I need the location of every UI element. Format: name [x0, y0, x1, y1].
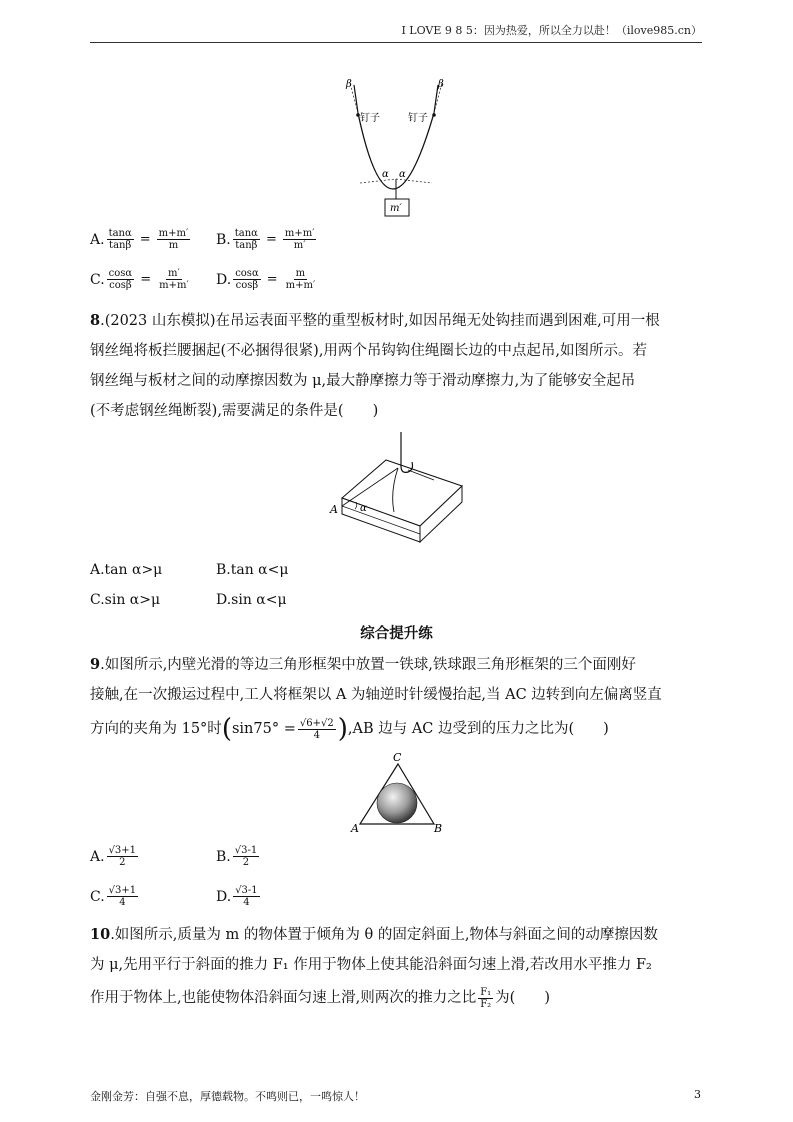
q8-options-row-2 — [90, 592, 287, 608]
alpha-right-label: α — [399, 169, 406, 180]
q8-figure — [328, 432, 468, 547]
q7-option-d[interactable]: D. $\frac{\cos\alpha}{\cos\beta}$ = $\frac{m}{m+m'}$ — [216, 268, 316, 291]
angle-dash-left — [360, 179, 396, 183]
q7-option-a[interactable]: A. $\frac{\tan\alpha}{\tan\beta}$ = $\frac{m+m'}{m}$ — [90, 228, 189, 251]
question-9-number: 9 — [90, 656, 101, 673]
page-number: 3 — [694, 1088, 701, 1101]
q9-option-d[interactable]: D. $\frac{√3-1}{4}$ — [216, 885, 258, 908]
question-9: 9.如图所示,内壁光滑的等边三角形框架中放置一铁球,铁球跟三角形框架的三个面刚好 接触,在一次搬运过程中,工人将框架以 A 为轴逆时针缓慢抬起,当 AC 边转到向左偏离竖直 方向的夹角为 15°时 ( sin75° = $\frac{√6+√2}{4}$ ) ,AB 边与 AC 边受到的压力之比为( ) — [90, 656, 662, 744]
label-alpha: α — [360, 503, 367, 514]
rope-left-upper — [354, 85, 358, 113]
question-10-number: 10 — [90, 926, 111, 943]
question-8: 8.(2023 山东模拟)在吊运表面平整的重型板材时,如因吊绳无处钩挂而遇到困难,可用一根 钢丝绳将板拦腰捆起(不必捆得很紧),用两个吊钩钩住绳圈长边的中点起吊,如图所示。若 钢丝绳与板材之间的动摩擦因数为 μ,最大静摩擦力等于滑动摩擦力,为了能够安全起吊 (不考虑钢丝绳断裂),需要满足的条件是( ) — [90, 312, 660, 419]
nail-right-label: 钉子 — [408, 113, 428, 124]
label-c: C — [393, 751, 402, 764]
q7-options-row-1 — [90, 228, 318, 251]
q9-options-row-1 — [90, 845, 261, 868]
q8-option-a[interactable]: A.tan α>μ — [90, 562, 163, 578]
label-a: A — [330, 503, 338, 516]
nail-left-label: 钉子 — [360, 113, 380, 124]
q7-options-row-2 — [90, 268, 319, 291]
question-8-number: 8 — [90, 312, 101, 329]
q7-option-b[interactable]: B. $\frac{\tan\alpha}{\tan\beta}$ = $\frac{m+m'}{m'}$ — [216, 228, 315, 251]
rope-curve — [358, 113, 434, 189]
q8-option-d[interactable]: D.sin α<μ — [216, 592, 287, 608]
beta-left-label: β — [346, 79, 352, 90]
page-header: I LOVE 9 8 5：因为热爱，所以全力以赴！（ilove985.cn） — [90, 22, 702, 43]
q9-option-c[interactable]: C. $\frac{√3+1}{4}$ — [90, 885, 137, 908]
q7-option-c[interactable]: C. $\frac{\cos\alpha}{\cos\beta}$ = $\frac{m'}{m+m'}$ — [90, 268, 189, 291]
footer-motto: 金刚金芳：自强不息，厚德载物。不鸣则已，一鸣惊人！ — [90, 1090, 365, 1103]
q9-option-a[interactable]: A. $\frac{√3+1}{2}$ — [90, 845, 137, 868]
section-title: 综合提升练 — [360, 626, 433, 642]
nail-right-dot — [432, 113, 436, 117]
q8-options-row-1 — [90, 562, 288, 578]
alpha-left-label: α — [382, 169, 389, 180]
q8-option-b[interactable]: B.tan α<μ — [216, 562, 289, 578]
q9-options-row-2 — [90, 885, 262, 908]
question-10: 10.如图所示,质量为 m 的物体置于倾角为 θ 的固定斜面上,物体与斜面之间的动摩擦因数 为 μ,先用平行于斜面的推力 F₁ 作用于物体上使其能沿斜面匀速上滑,若改用水平推力 F₂ 作用于物体上,也能使物体沿斜面匀速上滑,则两次的推力之比 $\frac{\text{F₁}}{\text{F₂}}$ 为( ) — [90, 926, 658, 1010]
mass-label: m′ — [390, 203, 402, 214]
beta-right-label: β — [438, 79, 444, 90]
q7-figure — [330, 75, 460, 220]
label-a: A — [351, 822, 359, 835]
q8-option-c[interactable]: C.sin α>μ — [90, 592, 161, 608]
q9-option-b[interactable]: B. $\frac{√3-1}{2}$ — [216, 845, 258, 868]
iron-ball — [377, 783, 417, 823]
label-b: B — [434, 822, 443, 835]
q9-figure — [350, 750, 445, 838]
